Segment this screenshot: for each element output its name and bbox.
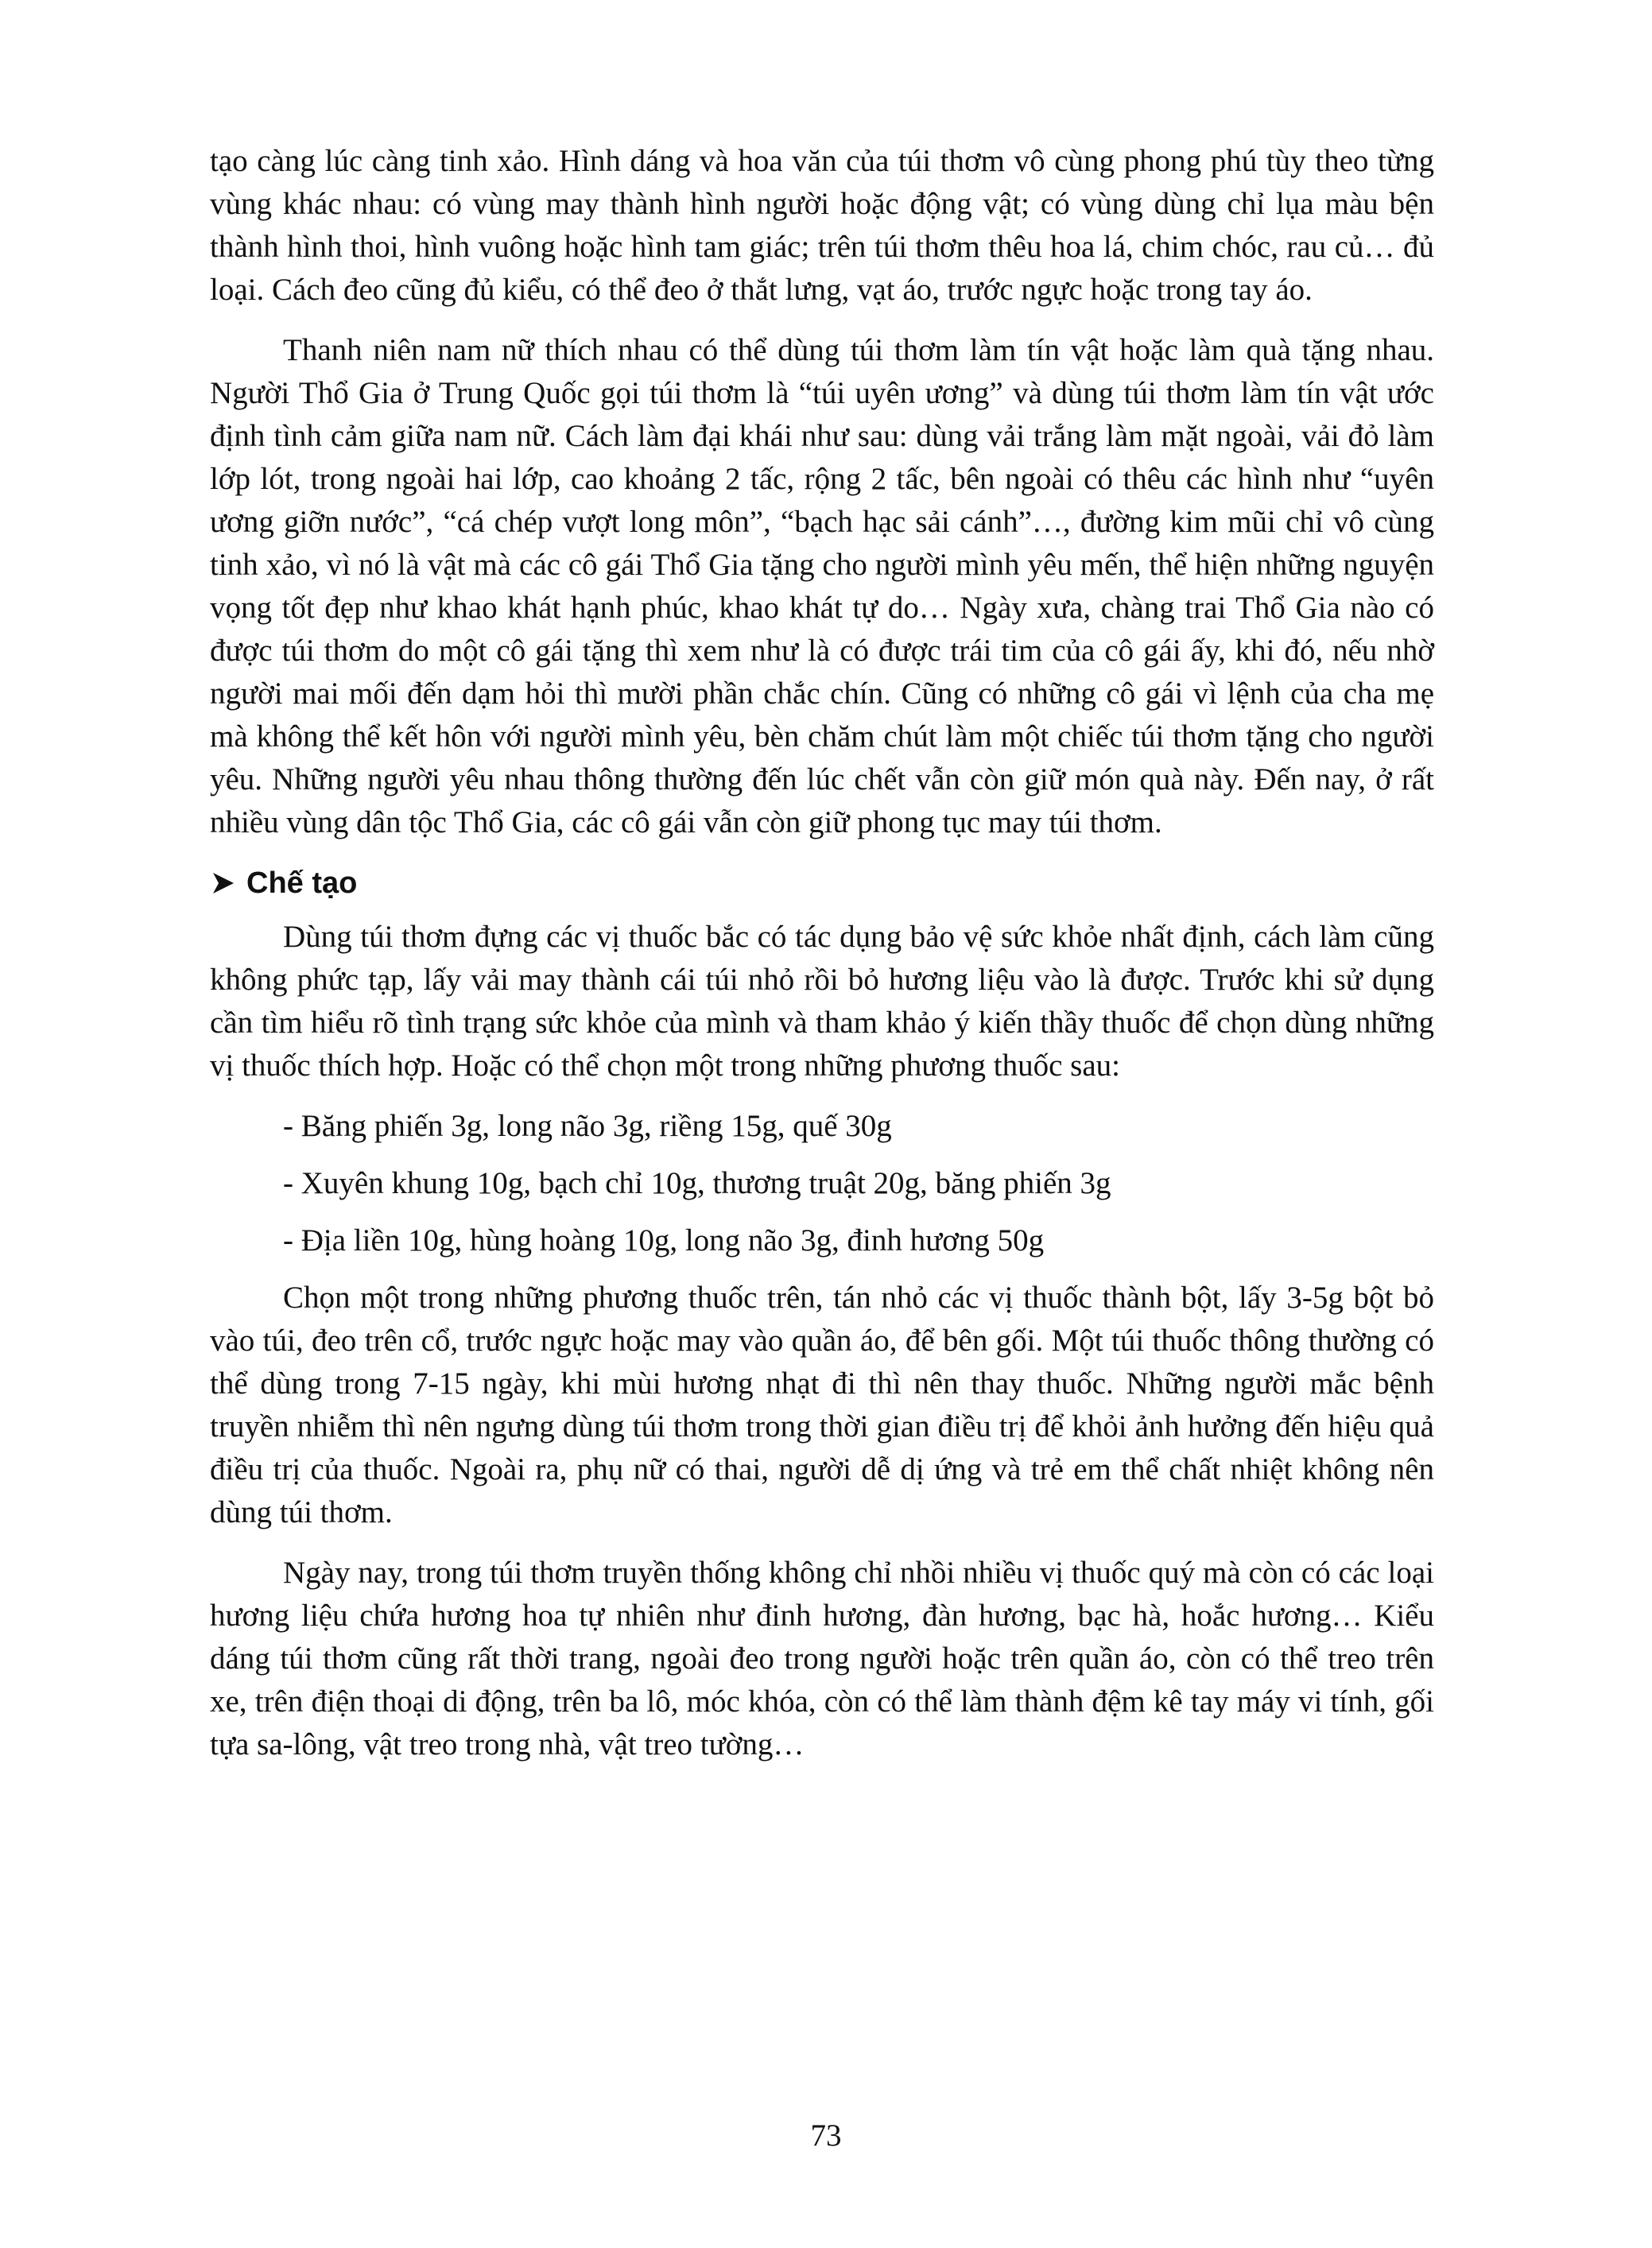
paragraph-1: tạo càng lúc càng tinh xảo. Hình dáng và hoa văn của túi thơm vô cùng phong phú tùy theo từng vùng khác nhau: có vùng may thành hình người hoặc động vật; có vùng dùng chỉ lụa màu bện thành hình thoi, hình vuông hoặc hình tam giác; trên túi thơm thêu hoa lá, chim chóc, rau củ… đủ loại. Cách đeo cũng đủ kiểu, có thể đeo ở thắt lưng, vạt áo, trước ngực hoặc trong tay áo. [210,144,1434,307]
paragraph-5: Ngày nay, trong túi thơm truyền thống không chỉ nhồi nhiều vị thuốc quý mà còn có các loại hương liệu chứa hương hoa tự nhiên như đinh hương, đàn hương, bạc hà, hoắc hương… Kiểu dáng túi thơm cũng rất thời trang, ngoài đeo trong người hoặc trên quần áo, còn có thể treo trên xe, trên điện thoại di động, trên ba lô, móc khóa, còn có thể làm thành đệm kê tay máy vi tính, gối tựa sa-lông, vật treo trong nhà, vật treo tường… [210,1556,1434,1762]
recipe-list [210,1105,1434,1262]
paragraph-3: Dùng túi thơm đựng các vị thuốc bắc có tác dụng bảo vệ sức khỏe nhất định, cách làm cũng không phức tạp, lấy vải may thành cái túi nhỏ rồi bỏ hương liệu vào là được. Trước khi sử dụng cần tìm hiểu rõ tình trạng sức khỏe của mình và tham khảo ý kiến thầy thuốc để chọn dùng những vị thuốc thích hợp. Hoặc có thể chọn một trong những phương thuốc sau: [210,920,1434,1083]
body-text [210,140,1434,1784]
recipe-item: - Địa liền 10g, hùng hoàng 10g, long não 3g, đinh hương 50g [283,1223,1045,1258]
paragraph-2: Thanh niên nam nữ thích nhau có thể dùng túi thơm làm tín vật hoặc làm quà tặng nhau. Người Thổ Gia ở Trung Quốc gọi túi thơm là “túi uyên ương” và dùng túi thơm làm tín vật ước định tình cảm giữa nam nữ. Cách làm đại khái như sau: dùng vải trắng làm mặt ngoài, vải đỏ làm lớp lót, trong ngoài hai lớp, cao khoảng 2 tấc, rộng 2 tấc, bên ngoài có thêu các hình như “uyên ương giỡn nước”, “cá chép vượt long môn”, “bạch hạc sải cánh”…, đường kim mũi chỉ vô cùng tinh xảo, vì nó là vật mà các cô gái Thổ Gia tặng cho người mình yêu mến, thể hiện những nguyện vọng tốt đẹp như khao khát hạnh phúc, khao khát tự do… Ngày xưa, chàng trai Thổ Gia nào có được túi thơm do một cô gái tặng thì xem như là có được trái tim của cô gái ấy, khi đó, nếu nhờ người mai mối đến dạm hỏi thì mười phần chắc chín. Cũng có những cô gái vì lệnh của cha mẹ mà không thể kết hôn với người mình yêu, bèn chăm chút làm một chiếc túi thơm tặng cho người yêu. Những người yêu nhau thông thường đến lúc chết vẫn còn giữ món quà này. Đến nay, ở rất nhiều vùng dân tộc Thổ Gia, các cô gái vẫn còn giữ phong tục may túi thơm. [210,333,1434,839]
recipe-item: - Băng phiến 3g, long não 3g, riềng 15g, quế 30g [283,1109,892,1143]
section-heading [210,862,1434,905]
paragraph-4: Chọn một trong những phương thuốc trên, tán nhỏ các vị thuốc thành bột, lấy 3-5g bột bỏ vào túi, đeo trên cổ, trước ngực hoặc may vào quần áo, để bên gối. Một túi thuốc thông thường có thể dùng trong 7-15 ngày, khi mùi hương nhạt đi thì nên thay thuốc. Những người mắc bệnh truyền nhiễm thì nên ngưng dùng túi thơm trong thời gian điều trị để khỏi ảnh hưởng đến hiệu quả điều trị của thuốc. Ngoài ra, phụ nữ có thai, người dễ dị ứng và trẻ em thể chất nhiệt không nên dùng túi thơm. [210,1281,1434,1529]
arrow-right-icon [210,870,237,897]
page-number: 73 [810,2118,842,2153]
recipe-item: - Xuyên khung 10g, bạch chỉ 10g, thương truật 20g, băng phiến 3g [283,1166,1111,1200]
section-heading-label: Chế tạo [246,866,358,900]
